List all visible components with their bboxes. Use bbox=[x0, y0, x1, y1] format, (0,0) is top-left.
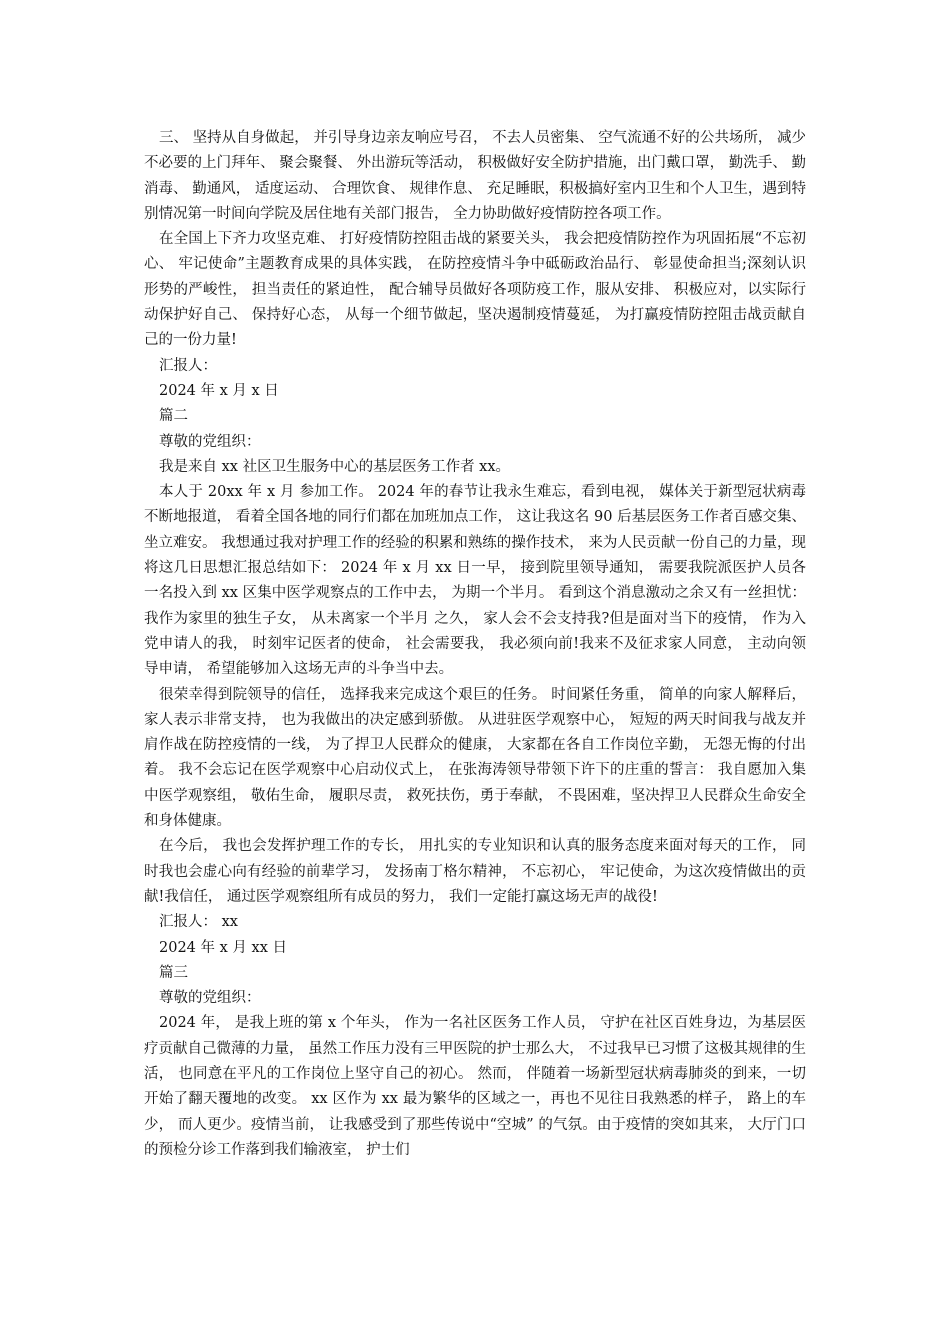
section-heading-2: 篇二 bbox=[159, 408, 188, 425]
salutation: 尊敬的党组织： bbox=[159, 990, 261, 1007]
reporter-label: 汇报人： bbox=[159, 357, 217, 374]
paragraph-trust: 很荣幸得到院领导的信任， 选择我来完成这个艰巨的任务。 时间紧任务重， 简单的向家人解释后， 家人表示非常支持， 也为我做出的决定感到骄傲。 从进驻医学观察中心， 短短的两天时间我与战友并肩作战在防控疫情的一线， 为了捍卫人民群众的健康， 大家都在各自工作岗位辛勤， 无怨无悔的付出着。 我不会忘记在医学观察中心启动仪式上， 在张海涛领导带领下许下的庄重的誓言： 我自愿加入集中医学观察组， 敬佑生命， 履职尽责， 救死扶伤，勇于奉献， 不畏困难，坚决捍卫人民群众生命安全和身体健康。 bbox=[144, 686, 806, 830]
report-date: 2024 年 x 月 x 日 bbox=[159, 382, 279, 399]
reporter-label: 汇报人： xx bbox=[159, 914, 238, 931]
paragraph-introduction: 我是来自 xx 社区卫生服务中心的基层医务工作者 xx。 bbox=[159, 458, 511, 475]
paragraph-prevention-measures: 三、 坚持从自身做起， 并引导身边亲友响应号召， 不去人员密集、 空气流通不好的公共场所， 减少不必要的上门拜年、 聚会聚餐、 外出游玩等活动， 积极做好安全防护措施，出门戴口罩， 勤洗手、 勤消毒、 勤通风， 适度运动、 合理饮食、 规律作息、 充足睡眠，积极搞好室内卫生和个人卫生，遇到特别情况第一时间向学院及居住地有关部门报告， 全力协助做好疫情防控各项工作。 bbox=[144, 130, 806, 222]
paragraph-community-work: 2024 年， 是我上班的第 x 个年头， 作为一名社区医务工作人员， 守护在社区百姓身边，为基层医疗贡献自己微薄的力量， 虽然工作压力没有三甲医院的护士那么大， 不过我早已习惯了这极其规律的生活， 也同意在平凡的工作岗位上坚守自己的初心。 然而， 伴随着一场新型冠状病毒肺炎的到来，一切开始了翻天覆地的改变。 xx 区作为 xx 最为繁华的区域之一，再也不见往日我熟悉的样子， 路上的车少， 而人更少。疫情当前， 让我感受到了那些传说中“空城” 的气氛。由于疫情的突如其来， 大厅门口的预检分诊工作落到我们输液室， 护士们 bbox=[144, 1015, 806, 1158]
report-date: 2024 年 x 月 xx 日 bbox=[159, 939, 287, 956]
paragraph-work-report: 本人于 20xx 年 x 月 参加工作。 2024 年的春节让我永生难忘，看到电视， 媒体关于新型冠状病毒不断地报道， 看着全国各地的同行们都在加班加点工作， 这让我这名 90 后基层医务工作者百感交集、 坐立难安。 我想通过我对护理工作的经验的积累和熟练的操作技术， 来为人民贡献一份自己的力量，现将这几日思想汇报总结如下： 2024 年 x 月 xx 日一早， 接到院里领导通知， 需要我院派医护人员各一名投入到 xx 区集中医学观察点的工作中去， 为期一个半月。 看到这个消息激动之余又有一丝担忧： 我作为家里的独生子女， 从未离家一个半月 之久， 家人会不会支持我?但是面对当下的疫情， 作为入党申请人的我， 时刻牢记医者的使命， 社会需要我， 我必须向前!我来不及征求家人同意， 主动向领导申请， 希望能够加入这场无声的斗争当中去。 bbox=[144, 484, 806, 678]
paragraph-future: 在今后， 我也会发挥护理工作的专长， 用扎实的专业知识和认真的服务态度来面对每天的工作， 同时我也会虚心向有经验的前辈学习， 发扬南丁格尔精神， 不忘初心， 牢记使命，为这次疫情做出的贡献!我信任， 通过医学观察组所有成员的努力， 我们一定能打赢这场无声的战役! bbox=[144, 838, 806, 905]
salutation: 尊敬的党组织： bbox=[159, 433, 261, 450]
section-heading-3: 篇三 bbox=[159, 964, 188, 981]
paragraph-commitment: 在全国上下齐力攻坚克难、 打好疫情防控阻击战的紧要关头， 我会把疫情防控作为巩固拓展“不忘初心、 牢记使命”主题教育成果的具体实践， 在防控疫情斗争中砥砺政治品行、 彰显使命担当;深刻认识形势的严峻性， 担当责任的紧迫性， 配合辅导员做好各项防疫工作，服从安排、 积极应对，以实际行动保护好自己、 保持好心态， 从每一个细节做起，坚决遏制疫情蔓延， 为打赢疫情防控阻击战贡献自己的一份力量! bbox=[144, 231, 806, 349]
document-page bbox=[144, 126, 806, 1163]
